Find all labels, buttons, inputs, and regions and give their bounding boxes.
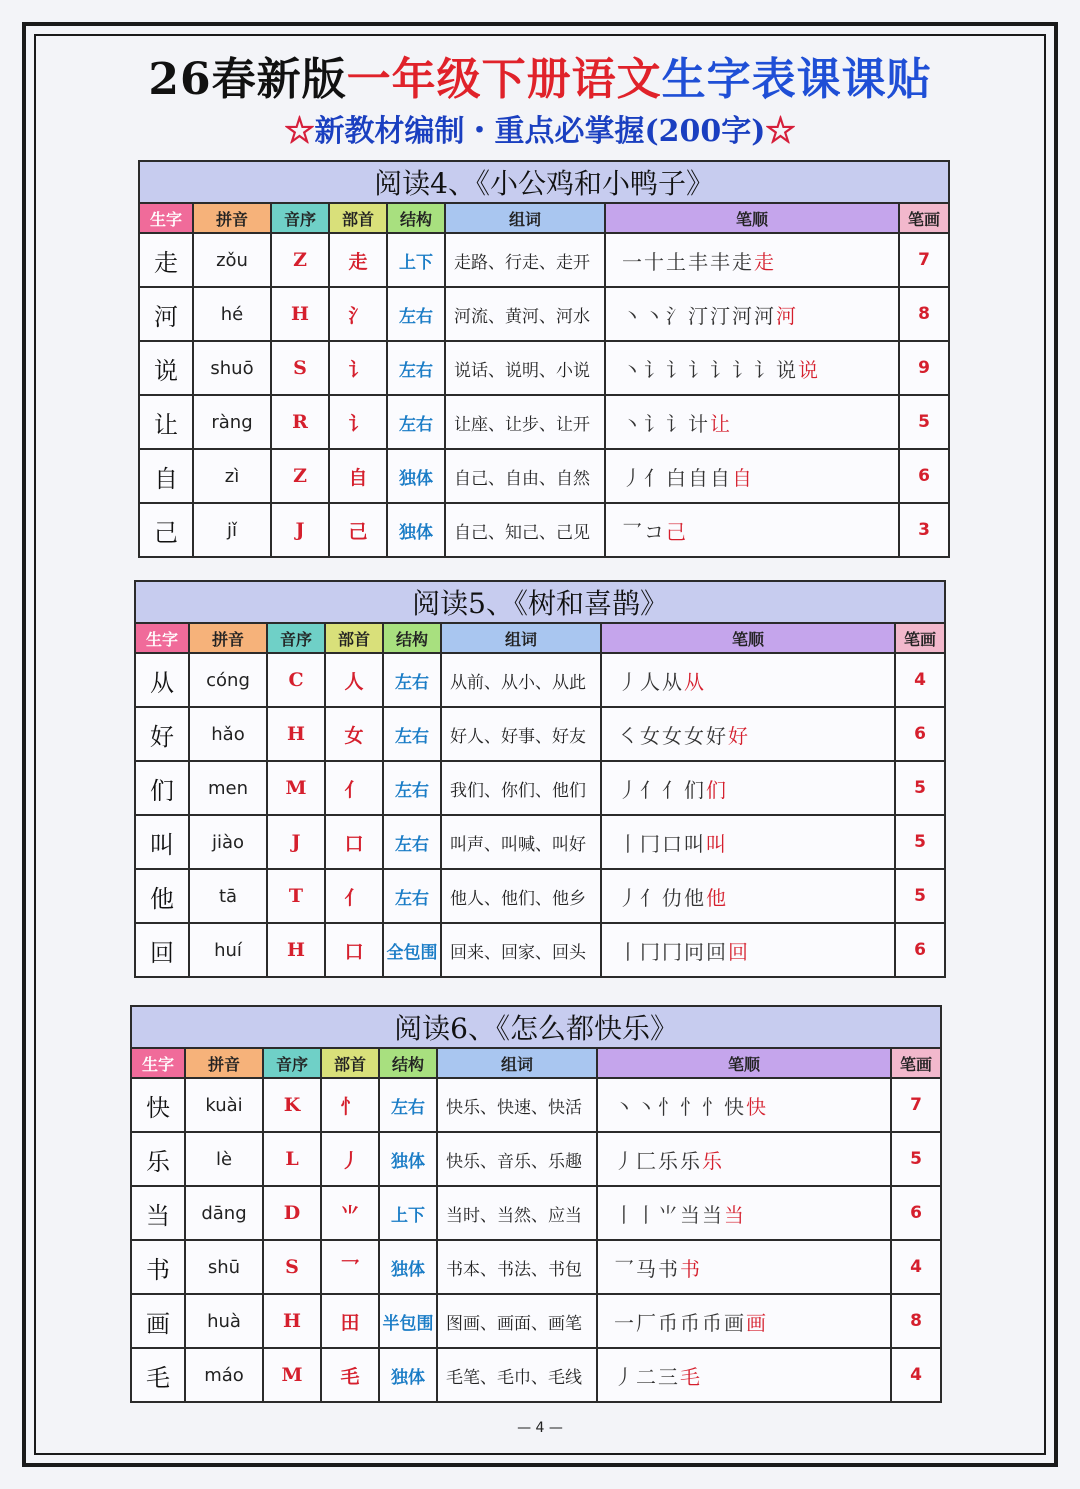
words-cell: 走路、行走、走开 (445, 233, 605, 287)
stroke-steps: 丿匚乐乐 (614, 1148, 702, 1173)
radical-cell: 讠 (329, 395, 387, 449)
stroke-order-cell (601, 869, 895, 923)
stroke-order-cell (601, 923, 895, 977)
stroke-steps: 丿二三 (614, 1364, 680, 1389)
header-pinyin: 拼音 (189, 623, 267, 653)
radical-cell: 人 (325, 653, 383, 707)
table-row (135, 761, 945, 815)
char-cell: 快 (131, 1078, 185, 1132)
header-stroke-count: 笔画 (899, 203, 949, 233)
structure-cell: 左右 (383, 869, 441, 923)
stroke-order-cell (601, 653, 895, 707)
stroke-count-cell: 5 (895, 869, 945, 923)
subtitle-text: 新教材编制・重点必掌握(200字) (314, 114, 766, 149)
stroke-count-cell: 5 (891, 1132, 941, 1186)
char-cell: 从 (135, 653, 189, 707)
stroke-order-cell (605, 287, 899, 341)
initial-cell: C (267, 653, 325, 707)
header-structure: 结构 (387, 203, 445, 233)
table-row (131, 1132, 941, 1186)
pinyin-cell: huà (185, 1294, 263, 1348)
table-row (135, 815, 945, 869)
pinyin-cell: shuō (193, 341, 271, 395)
char-cell: 们 (135, 761, 189, 815)
header-words: 组词 (441, 623, 601, 653)
stroke-order-cell (597, 1078, 891, 1132)
stroke-steps: 丶讠讠计 (622, 411, 710, 436)
initial-cell: H (271, 287, 329, 341)
initial-cell: H (267, 923, 325, 977)
radical-cell: 己 (329, 503, 387, 557)
stroke-order-cell (597, 1240, 891, 1294)
initial-cell: Z (271, 449, 329, 503)
stroke-order-cell (605, 341, 899, 395)
stroke-order-cell (605, 395, 899, 449)
stroke-count-cell: 6 (895, 707, 945, 761)
stroke-final-char: 毛 (680, 1364, 702, 1389)
char-table (134, 580, 946, 978)
header-words: 组词 (445, 203, 605, 233)
structure-cell: 左右 (379, 1078, 437, 1132)
radical-cell: ⺌ (321, 1186, 379, 1240)
stroke-count-cell: 7 (899, 233, 949, 287)
header-char: 生字 (131, 1048, 185, 1078)
structure-cell: 左右 (387, 341, 445, 395)
stroke-final-char: 说 (798, 357, 820, 382)
char-cell: 让 (139, 395, 193, 449)
stroke-order-cell (597, 1132, 891, 1186)
table-row (131, 1348, 941, 1402)
char-cell: 当 (131, 1186, 185, 1240)
words-cell: 毛笔、毛巾、毛线 (437, 1348, 597, 1402)
stroke-final-char: 走 (754, 249, 776, 274)
initial-cell: M (263, 1348, 321, 1402)
char-cell: 叫 (135, 815, 189, 869)
stroke-count-cell: 4 (891, 1240, 941, 1294)
star-icon: ☆ (284, 114, 315, 149)
words-cell: 从前、从小、从此 (441, 653, 601, 707)
structure-cell: 左右 (383, 815, 441, 869)
pinyin-cell: lè (185, 1132, 263, 1186)
structure-cell: 半包围 (379, 1294, 437, 1348)
pinyin-cell: hǎo (189, 707, 267, 761)
words-cell: 当时、当然、应当 (437, 1186, 597, 1240)
stroke-count-cell: 5 (899, 395, 949, 449)
stroke-count-cell: 5 (895, 761, 945, 815)
stroke-final-char: 乐 (702, 1148, 724, 1173)
pinyin-cell: hé (193, 287, 271, 341)
header-initial: 音序 (267, 623, 325, 653)
pinyin-cell: men (189, 761, 267, 815)
header-stroke-order: 笔顺 (605, 203, 899, 233)
pinyin-cell: ràng (193, 395, 271, 449)
pinyin-cell: jiào (189, 815, 267, 869)
title-part-1: 26春新版 (148, 54, 347, 105)
table-row (139, 503, 949, 557)
header-radical: 部首 (325, 623, 383, 653)
stroke-count-cell: 4 (895, 653, 945, 707)
structure-cell: 左右 (387, 287, 445, 341)
radical-cell: 走 (329, 233, 387, 287)
header-initial: 音序 (271, 203, 329, 233)
words-cell: 说话、说明、小说 (445, 341, 605, 395)
initial-cell: H (263, 1294, 321, 1348)
char-cell: 他 (135, 869, 189, 923)
stroke-order-cell (601, 815, 895, 869)
stroke-steps: 丿亻白自自 (622, 465, 732, 490)
stroke-count-cell: 3 (899, 503, 949, 557)
stroke-steps: 丿亻亻们 (618, 777, 706, 802)
header-radical: 部首 (329, 203, 387, 233)
header-char: 生字 (135, 623, 189, 653)
stroke-steps: 丨冂口叫 (618, 831, 706, 856)
structure-cell: 上下 (379, 1186, 437, 1240)
radical-cell: 乛 (321, 1240, 379, 1294)
section-table (134, 580, 946, 978)
stroke-final-char: 河 (776, 303, 798, 328)
table-row (135, 707, 945, 761)
structure-cell: 全包围 (383, 923, 441, 977)
initial-cell: J (267, 815, 325, 869)
char-cell: 好 (135, 707, 189, 761)
section-title: 阅读5、《树和喜鹊》 (135, 581, 945, 623)
words-cell: 河流、黄河、河水 (445, 287, 605, 341)
char-cell: 说 (139, 341, 193, 395)
stroke-final-char: 从 (684, 669, 706, 694)
words-cell: 自己、知己、己见 (445, 503, 605, 557)
stroke-count-cell: 8 (899, 287, 949, 341)
char-cell: 画 (131, 1294, 185, 1348)
pinyin-cell: zì (193, 449, 271, 503)
header-initial: 音序 (263, 1048, 321, 1078)
stroke-steps: 一十土丰丰走 (622, 249, 754, 274)
header-stroke-order: 笔顺 (597, 1048, 891, 1078)
radical-cell: 氵 (329, 287, 387, 341)
stroke-steps: ㇛女女女好 (618, 723, 728, 748)
stroke-final-char: 快 (746, 1094, 768, 1119)
title-part-2: 一年级下册语文 (346, 54, 662, 105)
char-cell: 毛 (131, 1348, 185, 1402)
header-structure: 结构 (383, 623, 441, 653)
initial-cell: M (267, 761, 325, 815)
structure-cell: 独体 (387, 449, 445, 503)
words-cell: 回来、回家、回头 (441, 923, 601, 977)
pinyin-cell: tā (189, 869, 267, 923)
char-table (130, 1005, 942, 1403)
page-title (0, 52, 1080, 108)
header-stroke-order: 笔顺 (601, 623, 895, 653)
page-subtitle (0, 112, 1080, 152)
stroke-count-cell: 4 (891, 1348, 941, 1402)
initial-cell: Z (271, 233, 329, 287)
stroke-order-cell (597, 1186, 891, 1240)
radical-cell: 田 (321, 1294, 379, 1348)
radical-cell: 口 (325, 923, 383, 977)
char-table (138, 160, 950, 558)
initial-cell: R (271, 395, 329, 449)
table-row (135, 923, 945, 977)
radical-cell: 讠 (329, 341, 387, 395)
initial-cell: H (267, 707, 325, 761)
header-row (131, 1048, 941, 1078)
stroke-count-cell: 8 (891, 1294, 941, 1348)
radical-cell: 亻 (325, 869, 383, 923)
stroke-steps: 丿亻仂他 (618, 885, 706, 910)
pinyin-cell: zǒu (193, 233, 271, 287)
pinyin-cell: máo (185, 1348, 263, 1402)
stroke-count-cell: 6 (895, 923, 945, 977)
stroke-order-cell (597, 1294, 891, 1348)
structure-cell: 左右 (383, 653, 441, 707)
stroke-steps: 一厂币币币画 (614, 1310, 746, 1335)
stroke-steps: 丶丶氵汀汀河河 (622, 303, 776, 328)
stroke-count-cell: 7 (891, 1078, 941, 1132)
stroke-order-cell (601, 707, 895, 761)
stroke-order-cell (605, 449, 899, 503)
star-icon: ☆ (765, 114, 796, 149)
structure-cell: 左右 (383, 761, 441, 815)
pinyin-cell: jǐ (193, 503, 271, 557)
radical-cell: 忄 (321, 1078, 379, 1132)
char-cell: 乐 (131, 1132, 185, 1186)
stroke-final-char: 自 (732, 465, 754, 490)
table-row (139, 287, 949, 341)
structure-cell: 上下 (387, 233, 445, 287)
structure-cell: 独体 (379, 1240, 437, 1294)
pinyin-cell: cóng (189, 653, 267, 707)
header-char: 生字 (139, 203, 193, 233)
header-row (135, 623, 945, 653)
words-cell: 我们、你们、他们 (441, 761, 601, 815)
header-stroke-count: 笔画 (895, 623, 945, 653)
char-cell: 走 (139, 233, 193, 287)
stroke-final-char: 们 (706, 777, 728, 802)
initial-cell: L (263, 1132, 321, 1186)
section-table (130, 1005, 942, 1403)
initial-cell: S (263, 1240, 321, 1294)
radical-cell: 口 (325, 815, 383, 869)
words-cell: 快乐、音乐、乐趣 (437, 1132, 597, 1186)
words-cell: 图画、画面、画笔 (437, 1294, 597, 1348)
table-row (135, 653, 945, 707)
section-table (138, 160, 948, 558)
stroke-order-cell (597, 1348, 891, 1402)
stroke-steps: 丨丨⺌当当 (614, 1202, 724, 1227)
section-title: 阅读4、《小公鸡和小鸭子》 (139, 161, 949, 203)
stroke-count-cell: 9 (899, 341, 949, 395)
radical-cell: 丿 (321, 1132, 379, 1186)
header-row (139, 203, 949, 233)
char-cell: 自 (139, 449, 193, 503)
table-row (131, 1186, 941, 1240)
table-row (135, 869, 945, 923)
words-cell: 快乐、快速、快活 (437, 1078, 597, 1132)
header-pinyin: 拼音 (185, 1048, 263, 1078)
table-row (131, 1240, 941, 1294)
words-cell: 让座、让步、让开 (445, 395, 605, 449)
header-words: 组词 (437, 1048, 597, 1078)
words-cell: 好人、好事、好友 (441, 707, 601, 761)
stroke-final-char: 回 (728, 939, 750, 964)
char-cell: 书 (131, 1240, 185, 1294)
pinyin-cell: huí (189, 923, 267, 977)
structure-cell: 左右 (387, 395, 445, 449)
stroke-order-cell (605, 233, 899, 287)
stroke-steps: 丶丶忄忄忄快 (614, 1094, 746, 1119)
words-cell: 自己、自由、自然 (445, 449, 605, 503)
initial-cell: J (271, 503, 329, 557)
page-number: — 4 — (517, 1420, 563, 1436)
stroke-final-char: 书 (680, 1256, 702, 1281)
words-cell: 叫声、叫喊、叫好 (441, 815, 601, 869)
words-cell: 书本、书法、书包 (437, 1240, 597, 1294)
pinyin-cell: kuài (185, 1078, 263, 1132)
stroke-order-cell (605, 503, 899, 557)
table-row (139, 395, 949, 449)
title-part-3: 生字表课课贴 (661, 54, 932, 105)
radical-cell: 自 (329, 449, 387, 503)
stroke-steps: 丨冂冂冋回 (618, 939, 728, 964)
char-cell: 河 (139, 287, 193, 341)
pinyin-cell: shū (185, 1240, 263, 1294)
structure-cell: 独体 (379, 1132, 437, 1186)
stroke-final-char: 画 (746, 1310, 768, 1335)
stroke-count-cell: 5 (895, 815, 945, 869)
header-structure: 结构 (379, 1048, 437, 1078)
radical-cell: 毛 (321, 1348, 379, 1402)
structure-cell: 独体 (379, 1348, 437, 1402)
pinyin-cell: dāng (185, 1186, 263, 1240)
section-title: 阅读6、《怎么都快乐》 (131, 1006, 941, 1048)
table-row (131, 1294, 941, 1348)
stroke-order-cell (601, 761, 895, 815)
stroke-final-char: 己 (666, 519, 688, 544)
stroke-final-char: 让 (710, 411, 732, 436)
radical-cell: 女 (325, 707, 383, 761)
header-stroke-count: 笔画 (891, 1048, 941, 1078)
structure-cell: 左右 (383, 707, 441, 761)
stroke-steps: 乛コ (622, 519, 666, 544)
stroke-count-cell: 6 (899, 449, 949, 503)
initial-cell: D (263, 1186, 321, 1240)
structure-cell: 独体 (387, 503, 445, 557)
header-radical: 部首 (321, 1048, 379, 1078)
initial-cell: T (267, 869, 325, 923)
initial-cell: K (263, 1078, 321, 1132)
stroke-final-char: 当 (724, 1202, 746, 1227)
stroke-final-char: 好 (728, 723, 750, 748)
stroke-steps: 乛马书 (614, 1256, 680, 1281)
words-cell: 他人、他们、他乡 (441, 869, 601, 923)
initial-cell: S (271, 341, 329, 395)
table-row (139, 233, 949, 287)
table-row (139, 449, 949, 503)
radical-cell: 亻 (325, 761, 383, 815)
stroke-count-cell: 6 (891, 1186, 941, 1240)
header-pinyin: 拼音 (193, 203, 271, 233)
table-row (131, 1078, 941, 1132)
char-cell: 己 (139, 503, 193, 557)
table-row (139, 341, 949, 395)
stroke-steps: 丶讠讠讠讠讠讠说 (622, 357, 798, 382)
stroke-final-char: 他 (706, 885, 728, 910)
char-cell: 回 (135, 923, 189, 977)
stroke-final-char: 叫 (706, 831, 728, 856)
stroke-steps: 丿人从 (618, 669, 684, 694)
